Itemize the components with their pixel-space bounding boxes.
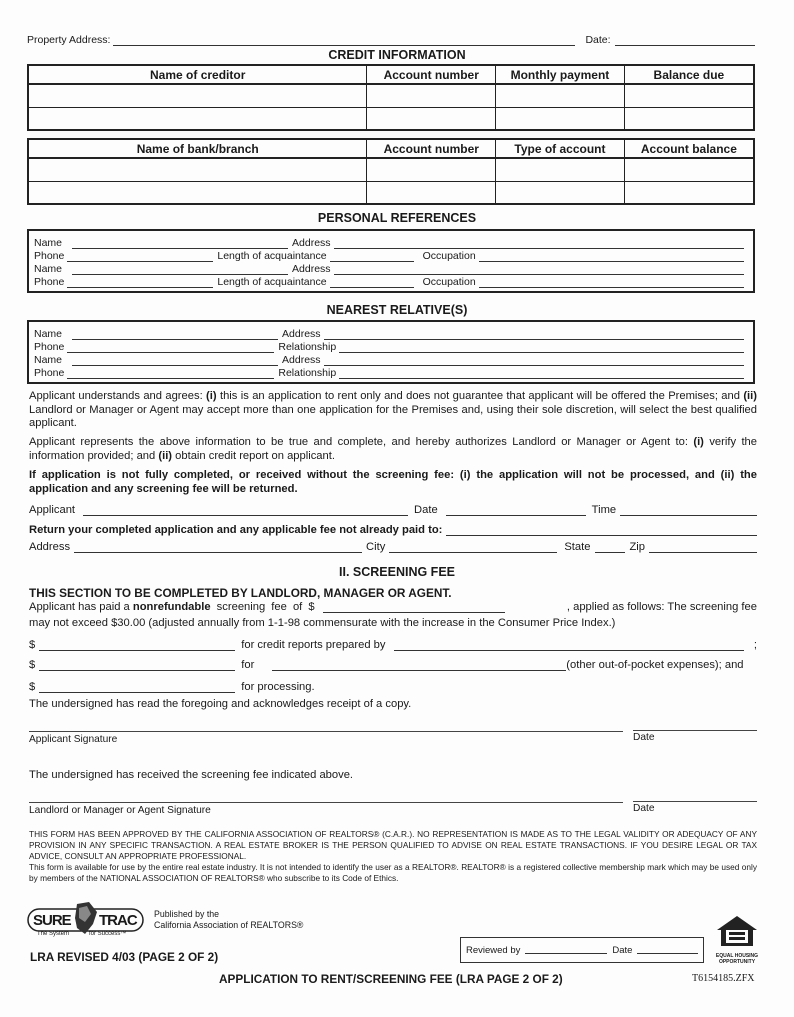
return-address-row (29, 541, 757, 553)
publisher-name: California Association of REALTORS® (154, 920, 304, 930)
for-label: for (241, 659, 255, 671)
text: obtain credit report on applicant. (172, 449, 335, 462)
text: (ii) (158, 449, 173, 462)
phone-label: Phone (34, 341, 65, 353)
screening-fee-amount-field[interactable] (323, 603, 505, 613)
relative-relationship-field[interactable] (339, 343, 744, 353)
text: Applicant has paid a (29, 601, 133, 613)
bank-table (27, 138, 755, 205)
address-label: Address (282, 354, 321, 366)
other-expenses-row (29, 659, 757, 671)
table-row (28, 181, 754, 204)
text: (i) (206, 390, 217, 402)
monthly-payment-cell[interactable] (496, 84, 625, 107)
applicant-signature-line[interactable] (29, 731, 623, 732)
header-row (27, 34, 757, 46)
relative-1-name-row (34, 327, 748, 340)
eho-line1: EQUAL HOUSING (715, 953, 759, 959)
text: this is an application to rent only and does not guarantee that applicant will be offered the Premises; and (216, 390, 744, 402)
bank-table-header (28, 139, 754, 158)
acknowledge-text: The undersigned has read the foregoing and acknowledges receipt of a copy. (29, 698, 412, 710)
state-label: State (564, 541, 591, 553)
applicant-date-field[interactable] (446, 506, 586, 516)
dollar-sign: $ (29, 681, 36, 693)
text: verify the information provided; and (29, 436, 758, 462)
account-number-cell[interactable] (367, 181, 496, 204)
date-label: Date (633, 732, 655, 743)
column-header: Name of creditor (28, 65, 367, 84)
screening-fee-subtitle: THIS SECTION TO BE COMPLETED BY LANDLORD, MANAGER OR AGENT. (29, 586, 452, 600)
name-label: Name (34, 328, 63, 340)
applicant-row (29, 504, 757, 516)
reference-address-field[interactable] (334, 239, 744, 249)
reviewed-date-label: Date (612, 944, 633, 956)
reference-phone-field[interactable] (67, 252, 213, 262)
relationship-label: Relationship (278, 367, 337, 379)
landlord-signature-label: Landlord or Manager or Agent Signature (29, 805, 211, 816)
reference-address-field[interactable] (334, 265, 744, 275)
relative-phone-field[interactable] (67, 343, 274, 353)
credit-reports-amount-field[interactable] (39, 641, 235, 651)
landlord-signature-date-line[interactable] (633, 801, 757, 802)
other-expenses-description-field[interactable] (272, 661, 566, 671)
column-header: Balance due (624, 65, 754, 84)
reference-length-field[interactable] (330, 252, 414, 262)
screening-fee-amount-row (29, 601, 757, 613)
return-address-field[interactable] (74, 543, 362, 553)
processing-label: for processing. (241, 681, 315, 693)
agreement-paragraph-3: If application is not fully completed, or received without the screening fee: (i) the application will not be processed, and (ii) the application and any screening fee will be returned. (29, 469, 757, 495)
zip-label: Zip (629, 541, 645, 553)
property-address-field[interactable] (113, 36, 575, 46)
personal-references-title: PERSONAL REFERENCES (317, 211, 477, 225)
relative-2-name-row (34, 353, 748, 366)
dollar-sign: $ (29, 659, 36, 671)
published-by-text: Published by the (154, 909, 220, 919)
time-label: Time (591, 504, 617, 516)
processing-amount-field[interactable] (39, 683, 235, 693)
nearest-relatives-title: NEAREST RELATIVE(S) (326, 303, 468, 317)
return-to-label: Return your completed application and any applicable fee not already paid to: (29, 524, 443, 536)
text: screening fee of $ (210, 601, 315, 613)
text: Applicant represents the above information to be true and complete, and hereby authorizes Landlord or Manager or Agent to: (29, 436, 694, 448)
screening-fee-limit-text: may not exceed $30.00 (adjusted annually from 1-1-98 commensurate with the increase in the Consumer Price Index.) (29, 617, 616, 629)
reference-length-field[interactable] (330, 278, 414, 288)
other-expenses-label: (other out-of-pocket expenses); and (566, 659, 744, 671)
reference-phone-field[interactable] (67, 278, 213, 288)
reference-2-name-row (34, 262, 748, 275)
text: (ii) (743, 390, 757, 402)
applicant-field[interactable] (83, 506, 408, 516)
relationship-label: Relationship (278, 341, 337, 353)
text: Applicant understands and agrees: (29, 390, 207, 402)
creditor-name-cell[interactable] (28, 84, 367, 107)
return-state-field[interactable] (595, 543, 625, 553)
name-label: Name (34, 263, 63, 275)
nearest-relatives-box (27, 320, 755, 384)
reviewed-date-field[interactable] (637, 946, 698, 954)
applicant-time-field[interactable] (620, 506, 757, 516)
credit-reports-label: for credit reports prepared by (241, 639, 386, 651)
property-address-label: Property Address: (27, 34, 111, 46)
account-type-cell[interactable] (496, 158, 625, 181)
table-row (28, 84, 754, 107)
name-label: Name (34, 354, 63, 366)
relative-relationship-field[interactable] (339, 369, 744, 379)
column-header: Account number (367, 65, 496, 84)
bank-name-cell[interactable] (28, 158, 367, 181)
revision-label: LRA REVISED 4/03 (PAGE 2 OF 2) (30, 950, 219, 964)
credit-reports-row (29, 639, 757, 651)
agreement-paragraph-1 (29, 390, 757, 431)
return-zip-field[interactable] (649, 543, 757, 553)
return-city-field[interactable] (389, 543, 557, 553)
occupation-label: Occupation (422, 250, 476, 262)
logo-sure-text: SURE (33, 912, 71, 929)
balance-due-cell[interactable] (624, 84, 754, 107)
credit-reports-preparer-field[interactable] (394, 641, 744, 651)
screening-fee-title: II. SCREENING FEE (339, 565, 455, 579)
address-label: Address (292, 237, 331, 249)
relative-1-phone-row (34, 340, 748, 353)
address-label: Address (292, 263, 331, 275)
account-type-cell[interactable] (496, 181, 625, 204)
logo-tagline-b: for Success™ (89, 931, 127, 937)
text: Landlord or Manager or Agent may accept more than one application for the Premises and, using their sole discretion, will select the best qualified applicant. (29, 403, 757, 429)
applicant-signature-label: Applicant Signature (29, 734, 118, 745)
processing-row (29, 681, 757, 693)
equal-housing-icon (714, 914, 760, 948)
personal-references-box (27, 229, 755, 293)
account-balance-cell[interactable] (624, 158, 754, 181)
received-text: The undersigned has received the screening fee indicated above. (29, 769, 354, 781)
table-row (28, 158, 754, 181)
creditor-table-header (28, 65, 754, 84)
nonrefundable-label: nonrefundable (132, 601, 211, 613)
reference-occupation-field[interactable] (479, 278, 744, 288)
applicant-signature-date-line[interactable] (633, 730, 757, 731)
realtor-note: This form is available for use by the entire real estate industry. It is not intended to identify the user as a REALTOR®. REALTOR® is a registered collective membership mark which may be used only by members of the NATIONAL ASSOCIATION OF REALTORS® who subscribe to its Code of Ethics. (29, 862, 757, 883)
city-label: City (366, 541, 386, 553)
monthly-payment-cell[interactable] (496, 107, 625, 130)
relative-name-field[interactable] (72, 356, 278, 366)
address-label: Address (282, 328, 321, 340)
relative-2-phone-row (34, 366, 748, 379)
suretrac-logo (27, 900, 145, 940)
return-to-field[interactable] (446, 526, 757, 536)
account-number-cell[interactable] (367, 84, 496, 107)
file-code: T6154185.ZFX (692, 973, 755, 984)
equal-housing-logo (714, 914, 760, 964)
date-label: Date (414, 504, 438, 516)
length-of-acquaintance-label: Length of acquaintance (217, 276, 327, 288)
reviewed-by-field[interactable] (525, 946, 607, 954)
column-header: Monthly payment (496, 65, 625, 84)
reference-1-phone-row (34, 249, 748, 262)
legal-disclaimer: THIS FORM HAS BEEN APPROVED BY THE CALIFORNIA ASSOCIATION OF REALTORS® (C.A.R.). NO REPRESENTATION IS MADE AS TO THE LEGAL VALIDITY OR ADEQUACY OF ANY PROVISION IN ANY SPECIFIC TRANSACTION. A REAL ESTATE BROKER IS THE PERSON QUALIFIED TO ADVISE ON REAL ESTATE TRANSACTIONS. IF YOU DESIRE LEGAL OR TAX ADVICE, CONSULT AN APPROPRIATE PROFESSIONAL. (29, 829, 757, 861)
reference-1-name-row (34, 236, 748, 249)
logo-tagline-a: The System (37, 931, 70, 937)
reference-2-phone-row (34, 275, 748, 288)
reference-occupation-field[interactable] (479, 252, 744, 262)
column-header: Account number (367, 139, 496, 158)
address-label: Address (29, 541, 71, 553)
account-number-cell[interactable] (367, 158, 496, 181)
occupation-label: Occupation (422, 276, 476, 288)
column-header: Name of bank/branch (28, 139, 367, 158)
text: (i) (693, 436, 704, 448)
relative-address-field[interactable] (324, 330, 744, 340)
credit-information-title: CREDIT INFORMATION (328, 48, 466, 62)
length-of-acquaintance-label: Length of acquaintance (217, 250, 327, 262)
phone-label: Phone (34, 276, 65, 288)
other-expenses-amount-field[interactable] (39, 661, 235, 671)
eho-line2: OPPORTUNITY (718, 959, 756, 965)
agreement-paragraph-2 (29, 436, 757, 463)
account-number-cell[interactable] (367, 107, 496, 130)
applicant-label: Applicant (29, 504, 76, 516)
reviewed-by-box (460, 937, 704, 963)
reviewed-by-label: Reviewed by (466, 944, 521, 956)
return-to-row (29, 524, 757, 536)
phone-label: Phone (34, 367, 65, 379)
date-label: Date: (585, 34, 611, 46)
creditor-table (27, 64, 755, 131)
table-row (28, 107, 754, 130)
publisher-block (154, 909, 303, 931)
text: , applied as follows: The screening fee (566, 601, 757, 613)
column-header: Type of account (496, 139, 625, 158)
phone-label: Phone (34, 250, 65, 262)
text: ; (753, 639, 757, 651)
creditor-name-cell[interactable] (28, 107, 367, 130)
reference-name-field[interactable] (72, 239, 288, 249)
column-header: Account balance (624, 139, 754, 158)
name-label: Name (34, 237, 63, 249)
reference-name-field[interactable] (72, 265, 288, 275)
account-balance-cell[interactable] (624, 181, 754, 204)
dollar-sign: $ (29, 639, 36, 651)
logo-trac-text: TRAC (99, 912, 137, 929)
date-label: Date (633, 803, 655, 814)
relative-address-field[interactable] (324, 356, 744, 366)
relative-phone-field[interactable] (67, 369, 274, 379)
balance-due-cell[interactable] (624, 107, 754, 130)
relative-name-field[interactable] (72, 330, 278, 340)
landlord-signature-line[interactable] (29, 802, 623, 803)
form-title: APPLICATION TO RENT/SCREENING FEE (LRA PAGE 2 OF 2) (219, 972, 563, 986)
date-field[interactable] (615, 36, 755, 46)
bank-name-cell[interactable] (28, 181, 367, 204)
